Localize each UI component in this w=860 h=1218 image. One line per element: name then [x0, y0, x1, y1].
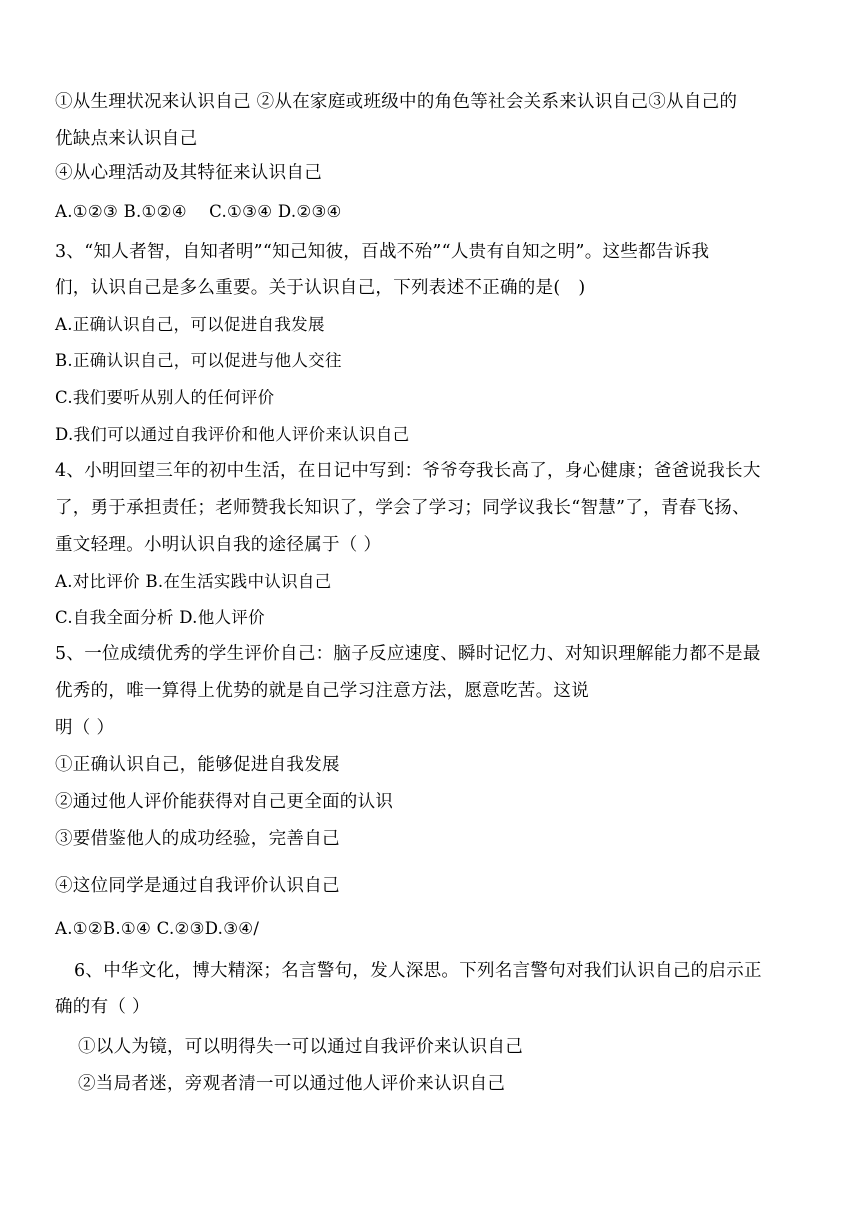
- q3-stem-line-2: 们，认识自己是多么重要。关于认识自己，下列表述不正确的是( ): [55, 278, 586, 298]
- q5-statement-1: ①正确认识自己，能够促进自我发展: [55, 755, 340, 775]
- q3-choice-a: A.正确认识自己，可以促进自我发展: [55, 315, 325, 334]
- q3-choice-b: B.正确认识自己，可以促进与他人交往: [55, 351, 342, 370]
- q2-option-line-3: ④从心理活动及其特征来认识自己: [55, 163, 322, 183]
- q3-choice-d: D.我们可以通过自我评价和他人评价来认识自己: [55, 425, 410, 444]
- q2-option-line-2: 优缺点来认识自己: [55, 129, 198, 149]
- q4-stem-line-3: 重文轻理。小明认识自我的途径属于（ ）: [55, 535, 382, 555]
- q6-stem-line-2: 确的有（ ）: [55, 997, 150, 1017]
- q4-stem-line-1: 4、小明回望三年的初中生活，在日记中写到：爷爷夸我长高了，身心健康；爸爸说我长大: [55, 461, 761, 481]
- q4-choices-ab: A.对比评价 B.在生活实践中认识自己: [55, 572, 332, 591]
- q2-answer-choices: A.①②③ B.①②④ C.①③④ D.②③④: [55, 202, 342, 221]
- q5-statement-3: ③要借鉴他人的成功经验，完善自己: [55, 829, 340, 849]
- q5-statement-4: ④这位同学是通过自我评价认识自己: [55, 876, 340, 896]
- q5-stem-line-3: 明（ ）: [55, 718, 115, 738]
- q3-choice-c: C.我们要听从别人的任何评价: [55, 388, 275, 407]
- q4-stem-line-2: 了，勇于承担责任；老师赞我长知识了，学会了学习；同学议我长“智慧”了，青春飞扬、: [55, 498, 750, 518]
- q4-choices-cd: C.自我全面分析 D.他人评价: [55, 608, 265, 627]
- q2-option-line-1: ①从生理状况来认识自己 ②从在家庭或班级中的角色等社会关系来认识自己③从自己的: [55, 92, 738, 112]
- q5-stem-line-2: 优秀的，唯一算得上优势的就是自己学习注意方法，愿意吃苦。这说: [55, 681, 589, 701]
- q5-answer-choices: A.①②B.①④ C.②③D.③④/: [55, 919, 260, 938]
- q3-stem-line-1: 3、“知人者智，自知者明”“知己知彼，百战不殆”“人贵有自知之明”。这些都告诉我: [55, 242, 710, 262]
- q5-stem-line-1: 5、一位成绩优秀的学生评价自己：脑子反应速度、瞬时记忆力、对知识理解能力都不是最: [55, 644, 761, 664]
- q6-statement-1: ①以人为镜，可以明得失一可以通过自我评价来认识自己: [78, 1037, 523, 1057]
- q5-statement-2: ②通过他人评价能获得对自己更全面的认识: [55, 792, 394, 812]
- q6-statement-2: ②当局者迷，旁观者清一可以通过他人评价来认识自己: [78, 1074, 506, 1094]
- q6-stem-line-1: 6、中华文化，博大精深；名言警句，发人深思。下列名言警句对我们认识自己的启示正: [74, 961, 762, 981]
